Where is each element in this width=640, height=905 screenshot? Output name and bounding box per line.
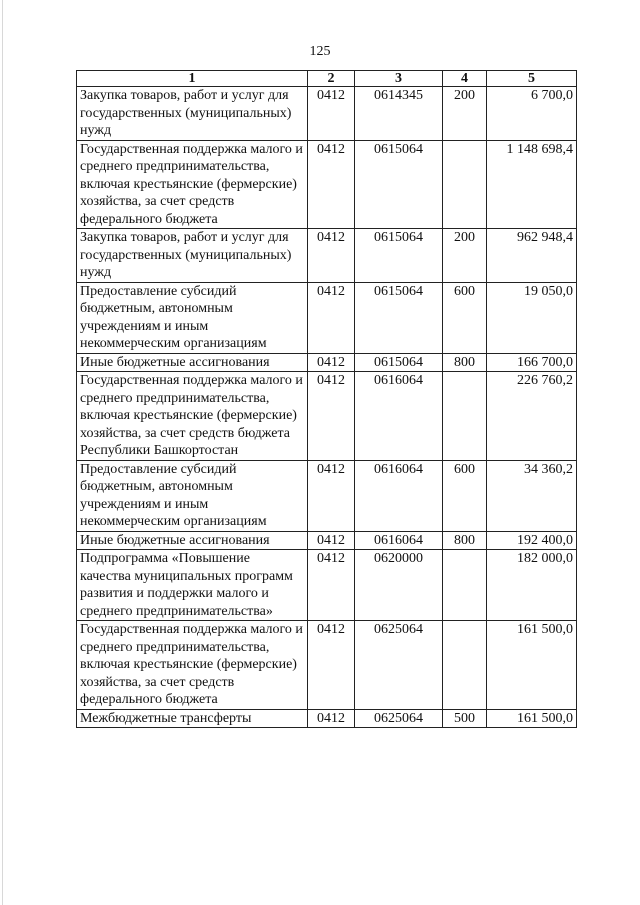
row-name: Предоставление субсидий бюджетным, автономным учреждениям и иным некоммерческим организациям — [77, 460, 308, 531]
row-amount: 166 700,0 — [487, 353, 577, 372]
row-section: 0412 — [308, 282, 355, 353]
row-section: 0412 — [308, 372, 355, 461]
row-section: 0412 — [308, 550, 355, 621]
row-expense: 200 — [443, 229, 487, 283]
header-col-3: 3 — [355, 71, 443, 87]
row-amount: 161 500,0 — [487, 709, 577, 728]
row-expense: 200 — [443, 87, 487, 141]
row-amount: 34 360,2 — [487, 460, 577, 531]
row-name: Иные бюджетные ассигнования — [77, 531, 308, 550]
row-target: 0615064 — [355, 140, 443, 229]
row-amount: 161 500,0 — [487, 621, 577, 710]
row-target: 0620000 — [355, 550, 443, 621]
budget-table — [76, 70, 577, 728]
row-section: 0412 — [308, 621, 355, 710]
header-col-2: 2 — [308, 71, 355, 87]
row-expense: 500 — [443, 709, 487, 728]
scan-edge-line — [2, 0, 3, 905]
table-row — [77, 621, 577, 710]
table-row — [77, 372, 577, 461]
row-name: Иные бюджетные ассигнования — [77, 353, 308, 372]
row-target: 0615064 — [355, 353, 443, 372]
row-section: 0412 — [308, 229, 355, 283]
row-section: 0412 — [308, 140, 355, 229]
row-target: 0616064 — [355, 460, 443, 531]
row-section: 0412 — [308, 87, 355, 141]
header-col-1: 1 — [77, 71, 308, 87]
row-name: Межбюджетные трансферты — [77, 709, 308, 728]
row-target: 0615064 — [355, 229, 443, 283]
row-expense — [443, 140, 487, 229]
row-name: Государственная поддержка малого и среднего предпринимательства, включая крестьянские (фермерские) хозяйства, за счет средств бюджета Республики Башкортостан — [77, 372, 308, 461]
row-amount: 182 000,0 — [487, 550, 577, 621]
row-target: 0625064 — [355, 709, 443, 728]
row-name: Государственная поддержка малого и среднего предпринимательства, включая крестьянские (фермерские) хозяйства, за счет средств федерального бюджета — [77, 621, 308, 710]
table-body — [77, 87, 577, 728]
page-number: 125 — [309, 44, 331, 59]
row-amount: 962 948,4 — [487, 229, 577, 283]
row-name: Подпрограмма «Повышение качества муниципальных программ развития и поддержки малого и среднего предпринимательства» — [77, 550, 308, 621]
table-row — [77, 282, 577, 353]
row-section: 0412 — [308, 460, 355, 531]
row-expense: 600 — [443, 282, 487, 353]
row-expense: 800 — [443, 353, 487, 372]
table-row — [77, 550, 577, 621]
row-name: Предоставление субсидий бюджетным, автономным учреждениям и иным некоммерческим организациям — [77, 282, 308, 353]
row-name: Государственная поддержка малого и среднего предпринимательства, включая крестьянские (фермерские) хозяйства, за счет средств федерального бюджета — [77, 140, 308, 229]
row-expense: 600 — [443, 460, 487, 531]
table-row — [77, 531, 577, 550]
row-section: 0412 — [308, 531, 355, 550]
table-row — [77, 709, 577, 728]
row-target: 0615064 — [355, 282, 443, 353]
row-amount: 192 400,0 — [487, 531, 577, 550]
row-expense — [443, 550, 487, 621]
table-row — [77, 87, 577, 141]
table-header-row — [77, 71, 577, 87]
row-expense — [443, 621, 487, 710]
table-row — [77, 140, 577, 229]
row-section: 0412 — [308, 353, 355, 372]
row-name: Закупка товаров, работ и услуг для государственных (муниципальных) нужд — [77, 87, 308, 141]
row-target: 0616064 — [355, 531, 443, 550]
row-amount: 6 700,0 — [487, 87, 577, 141]
row-amount: 19 050,0 — [487, 282, 577, 353]
row-target: 0616064 — [355, 372, 443, 461]
row-target: 0625064 — [355, 621, 443, 710]
row-section: 0412 — [308, 709, 355, 728]
header-col-4: 4 — [443, 71, 487, 87]
row-amount: 226 760,2 — [487, 372, 577, 461]
row-expense: 800 — [443, 531, 487, 550]
row-name: Закупка товаров, работ и услуг для государственных (муниципальных) нужд — [77, 229, 308, 283]
row-target: 0614345 — [355, 87, 443, 141]
table-row — [77, 353, 577, 372]
table-row — [77, 460, 577, 531]
row-amount: 1 148 698,4 — [487, 140, 577, 229]
table-row — [77, 229, 577, 283]
header-col-5: 5 — [487, 71, 577, 87]
row-expense — [443, 372, 487, 461]
